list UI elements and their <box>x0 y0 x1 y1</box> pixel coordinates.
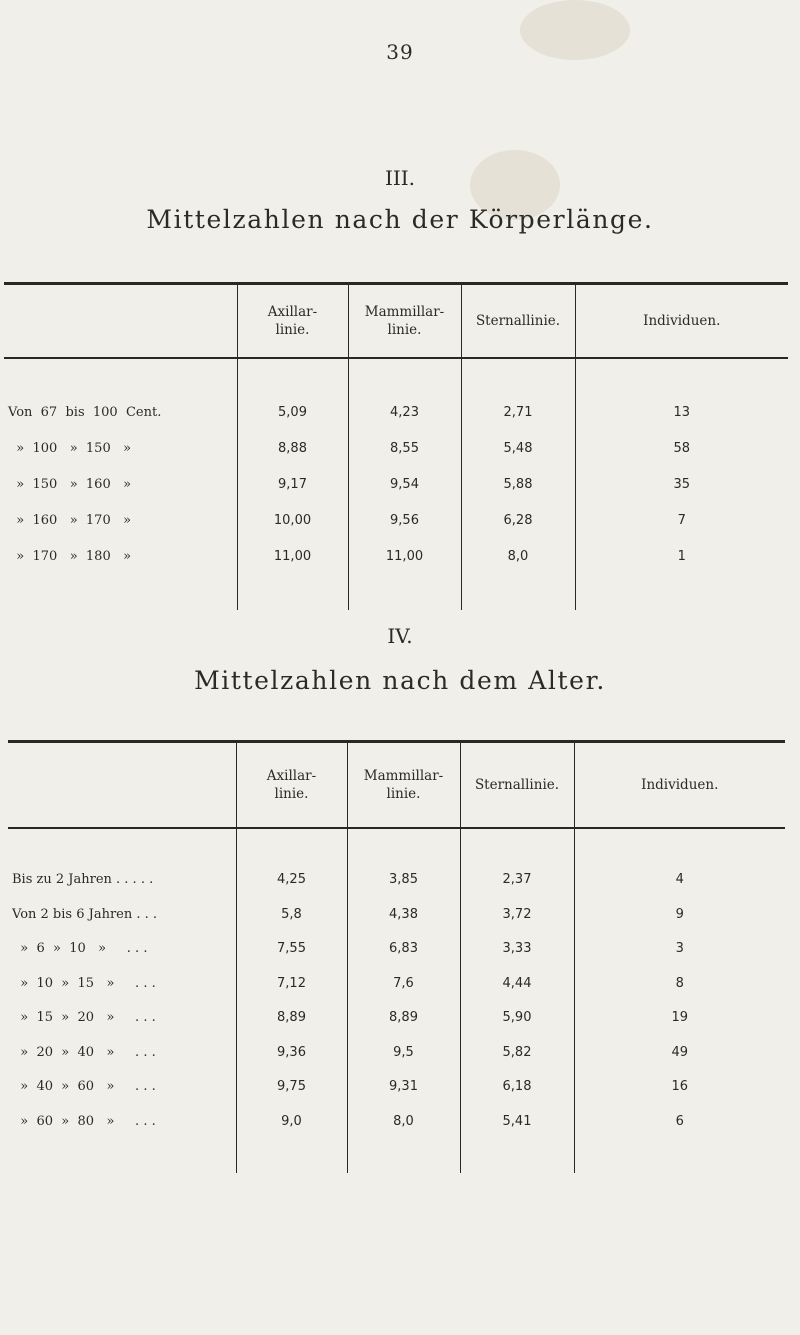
table-age-averages <box>8 740 785 1173</box>
column-header: Individuen. <box>574 742 785 829</box>
table-cell: 5,09 <box>237 394 348 430</box>
table-cell: 4,25 <box>236 863 347 898</box>
table-cell: 7 <box>575 502 788 538</box>
section-number: IV. <box>387 624 413 648</box>
table-cell: 3,72 <box>460 897 574 932</box>
spacer-cell <box>8 828 236 863</box>
table-cell: 13 <box>575 394 788 430</box>
table-cell: 2,37 <box>460 863 574 898</box>
row-label: Bis zu 2 Jahren . . . . . <box>12 872 154 888</box>
spacer-cell <box>237 358 348 394</box>
table-row <box>8 1035 785 1070</box>
table-cell: 35 <box>575 466 788 502</box>
table-cell: 9,75 <box>236 1070 347 1105</box>
table-body-length-averages <box>4 282 788 610</box>
row-label: » 10 » 15 » . . . <box>12 975 156 991</box>
row-label: » 60 » 80 » . . . <box>12 1113 156 1129</box>
table-cell: 5,90 <box>460 1001 574 1036</box>
table-cell: 3 <box>574 932 785 967</box>
table-row <box>8 1104 785 1139</box>
column-header-label <box>8 742 236 829</box>
section-title: Mittelzahlen nach der Körperlänge. <box>146 205 654 234</box>
spacer-cell <box>347 828 460 863</box>
column-header: Axillar- linie. <box>236 742 347 829</box>
row-label: » 20 » 40 » . . . <box>12 1044 156 1060</box>
table-cell: 10,00 <box>237 502 348 538</box>
table-row <box>8 932 785 967</box>
table-cell: 7,55 <box>236 932 347 967</box>
row-label: Von 67 bis 100 Cent. <box>8 404 162 420</box>
table-cell: 9,31 <box>347 1070 460 1105</box>
spacer-cell <box>460 1139 574 1174</box>
table-cell: 5,82 <box>460 1035 574 1070</box>
spacer-cell <box>461 358 575 394</box>
row-label: » 160 » 170 » <box>8 512 132 528</box>
table-cell: 9,54 <box>348 466 461 502</box>
spacer-cell <box>574 828 785 863</box>
spacer-cell <box>236 828 347 863</box>
table-header-row <box>4 284 788 359</box>
table-cell: 8,89 <box>347 1001 460 1036</box>
table-cell: 9,56 <box>348 502 461 538</box>
table-cell: 8,55 <box>348 430 461 466</box>
table-row <box>4 430 788 466</box>
column-header: Axillar- linie. <box>237 284 348 359</box>
column-header: Individuen. <box>575 284 788 359</box>
column-header: Sternallinie. <box>461 284 575 359</box>
column-header: Sternallinie. <box>460 742 574 829</box>
spacer-cell <box>575 358 788 394</box>
table-cell: 19 <box>574 1001 785 1036</box>
table-row <box>8 1001 785 1036</box>
page-number: 39 <box>386 40 414 64</box>
table-cell: 9,5 <box>347 1035 460 1070</box>
table-cell: 1 <box>575 538 788 574</box>
table-cell: 16 <box>574 1070 785 1105</box>
table-cell: 6,83 <box>347 932 460 967</box>
row-label: Von 2 bis 6 Jahren . . . <box>12 906 158 922</box>
spacer-cell <box>348 574 461 610</box>
table-cell: 9,36 <box>236 1035 347 1070</box>
spacer-cell <box>236 1139 347 1174</box>
table-cell: 4,23 <box>348 394 461 430</box>
table-cell: 9 <box>574 897 785 932</box>
table-cell: 4 <box>574 863 785 898</box>
table-cell: 49 <box>574 1035 785 1070</box>
spacer-cell <box>4 358 237 394</box>
table-cell: 5,88 <box>461 466 575 502</box>
spacer-cell <box>8 1139 236 1174</box>
table-cell: 9,17 <box>237 466 348 502</box>
table-cell: 8,89 <box>236 1001 347 1036</box>
table-cell: 5,8 <box>236 897 347 932</box>
table-cell: 8,0 <box>347 1104 460 1139</box>
spacer-cell <box>4 574 237 610</box>
column-header: Mammillar- linie. <box>347 742 460 829</box>
table-cell: 4,38 <box>347 897 460 932</box>
table-cell: 11,00 <box>348 538 461 574</box>
table-cell: 3,85 <box>347 863 460 898</box>
column-header-label <box>4 284 237 359</box>
row-label: » 15 » 20 » . . . <box>12 1010 156 1026</box>
table-row <box>4 394 788 430</box>
row-label: » 6 » 10 » . . . <box>12 941 148 957</box>
table-row <box>4 466 788 502</box>
table-row <box>8 966 785 1001</box>
row-label: » 170 » 180 » <box>8 548 132 564</box>
row-label: » 40 » 60 » . . . <box>12 1079 156 1095</box>
table-cell: 8,0 <box>461 538 575 574</box>
table-cell: 6,18 <box>460 1070 574 1105</box>
table-cell: 2,71 <box>461 394 575 430</box>
table-cell: 8,88 <box>237 430 348 466</box>
row-label: » 150 » 160 » <box>8 476 132 492</box>
spacer-cell <box>461 574 575 610</box>
spacer-cell <box>460 828 574 863</box>
table-cell: 58 <box>575 430 788 466</box>
table-row <box>4 502 788 538</box>
table-header-row <box>8 742 785 829</box>
spacer-cell <box>574 1139 785 1174</box>
spacer-cell <box>575 574 788 610</box>
table-cell: 7,12 <box>236 966 347 1001</box>
table-cell: 8 <box>574 966 785 1001</box>
table-cell: 5,41 <box>460 1104 574 1139</box>
spacer-cell <box>347 1139 460 1174</box>
table-cell: 9,0 <box>236 1104 347 1139</box>
table-row <box>8 897 785 932</box>
table-row <box>4 538 788 574</box>
table-cell: 11,00 <box>237 538 348 574</box>
table-cell: 6,28 <box>461 502 575 538</box>
spacer-cell <box>237 574 348 610</box>
column-header: Mammillar- linie. <box>348 284 461 359</box>
row-label: » 100 » 150 » <box>8 440 132 456</box>
spacer-cell <box>348 358 461 394</box>
section-number: III. <box>384 166 416 190</box>
table-cell: 3,33 <box>460 932 574 967</box>
table-row <box>8 863 785 898</box>
section-title: Mittelzahlen nach dem Alter. <box>194 666 606 695</box>
table-cell: 5,48 <box>461 430 575 466</box>
table-cell: 4,44 <box>460 966 574 1001</box>
table-cell: 7,6 <box>347 966 460 1001</box>
table-cell: 6 <box>574 1104 785 1139</box>
table-row <box>8 1070 785 1105</box>
